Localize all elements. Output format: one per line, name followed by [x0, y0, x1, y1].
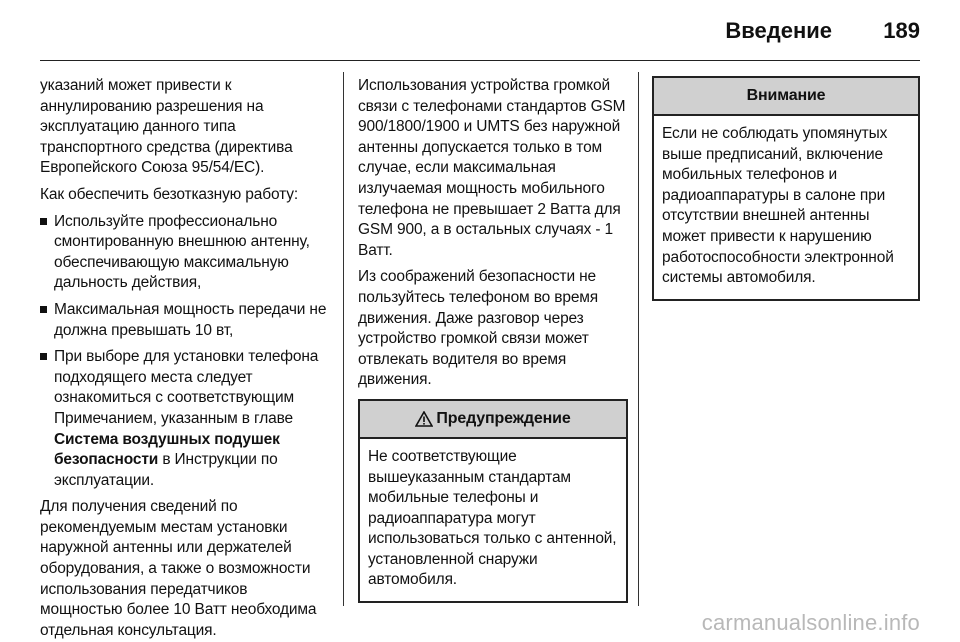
- notice-box-text: Если не соблюдать упомянутых выше предписаний, включение мобильных телефонов и радиоаппаратуры в салоне при отсутствии внешней антенны может привести к нарушению работоспособности электронной системы автомобиля.: [662, 125, 894, 287]
- warning-box-header: [360, 401, 626, 439]
- list-item-text: в Инструкции по эксплуатации.: [54, 451, 278, 489]
- chapter-reference: Система воздушных подушек безопасности: [54, 430, 280, 469]
- column-divider-1: [343, 72, 344, 606]
- warning-triangle-icon: [415, 411, 433, 427]
- watermark: carmanualsonline.info: [701, 610, 920, 635]
- notice-box: [652, 76, 920, 301]
- paragraph: Из соображений безопасности не пользуйтесь телефоном во время движения. Даже разговор через устройство громкой связи может отвлекать водителя во время движения.: [358, 268, 599, 389]
- column-3: [652, 76, 920, 301]
- column-divider-2: [638, 72, 639, 606]
- page-number: 189: [883, 18, 920, 43]
- warning-box-text: Не соответствующие вышеуказанным стандартам мобильные телефоны и радиоаппаратура могут использоваться только с антенной, установленной снаружи автомобиля.: [368, 447, 617, 589]
- section-title: Введение: [725, 18, 832, 43]
- header-divider: [40, 60, 920, 61]
- column-2: [358, 76, 628, 603]
- list-item-text: Максимальная мощность передачи не должна превышать 10 вт,: [54, 300, 327, 339]
- paragraph: указаний может привести к аннулированию разрешения на эксплуатацию данного типа транспортного средства (директива Европейского Союза 95/54/ЕС).: [40, 77, 293, 177]
- list-item: [40, 300, 330, 341]
- square-bullet-icon: [40, 306, 47, 313]
- list-item: [40, 347, 330, 491]
- square-bullet-icon: [40, 353, 47, 360]
- list-item-text: Используйте профессионально смонтированную внешнюю антенну, обеспечивающую максимальную дальность действия,: [54, 212, 310, 292]
- column-1: [40, 76, 330, 642]
- list-item: [40, 212, 330, 294]
- paragraph: Как обеспечить безотказную работу:: [40, 185, 298, 203]
- notice-box-title: Внимание: [746, 86, 826, 104]
- page-header: [40, 0, 920, 62]
- list-item-text: При выборе для установки телефона подходящего места следует ознакомиться с соответствующим Примечанием, указанным в главе: [54, 348, 319, 427]
- square-bullet-icon: [40, 218, 47, 225]
- paragraph: Использования устройства громкой связи с телефонами стандартов GSM 900/1800/1900 и UMTS без наружной антенны допускается только в том случае, если максимальная излучаемая мощность мобильного телефона не превышает 2 Ватта для GSM 900, а в остальных случаях - 1 Ватт.: [358, 77, 626, 259]
- paragraph: Для получения сведений по рекомендуемым местам установки наружной антенны или держателей оборудования, а также о возможности использования передатчиков мощностью более 10 Ватт необходима отдельная консультация.: [40, 498, 317, 639]
- bullet-list: [40, 212, 330, 492]
- notice-box-header: [654, 78, 918, 116]
- warning-box: [358, 399, 628, 603]
- warning-box-title: Предупреждение: [436, 409, 571, 427]
